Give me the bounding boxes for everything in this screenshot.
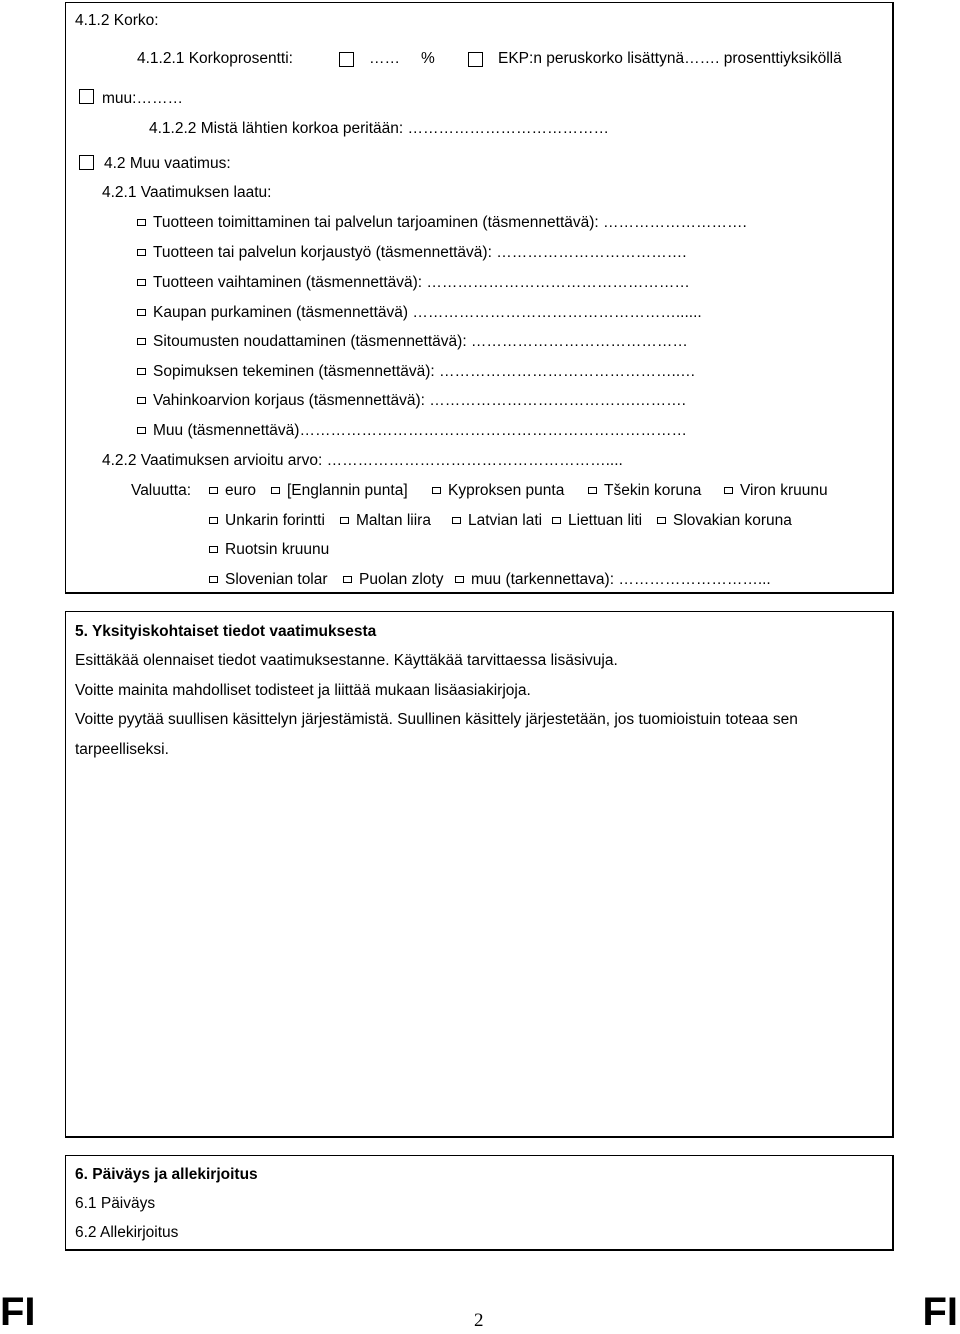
checkbox-icon [340,517,349,524]
claim-option-7[interactable] [137,391,686,411]
currency-ltl[interactable] [552,511,642,531]
currency-option-label: Maltan liira [356,512,431,529]
checkbox-icon [552,517,561,524]
currency-option-label: Puolan zloty [359,571,444,588]
heading-4-2-1: 4.2.1 Vaatimuksen laatu: [102,184,272,201]
checkbox-icon [209,517,218,524]
checkbox-icon [209,546,218,553]
checkbox-icon [455,576,464,583]
checkbox-other-claim[interactable] [79,155,94,170]
currency-label: Valuutta: [131,482,192,499]
currency-option-label: Ruotsin kruunu [225,541,330,558]
date-field-label: 6.1 Päiväys [75,1195,156,1212]
section-6-title: 6. Päiväys ja allekirjoitus [75,1166,258,1183]
checkbox-icon [137,397,146,404]
label-4-1-2-1: 4.1.2.1 Korkoprosentti: [137,50,293,67]
claim-option-3[interactable] [137,273,690,293]
section-5-instruction-3-cont: tarpeelliseksi. [75,741,169,758]
checkbox-icon [137,249,146,256]
claim-option-label: Sopimuksen tekeminen (täsmennettävä): ………………………………………..… [153,363,696,380]
checkbox-icon [137,309,146,316]
section-5-box [65,611,894,1138]
currency-option-label: Latvian lati [468,512,543,529]
other-interest-label: muu:……… [102,90,183,107]
currency-option-label: Unkarin forintti [225,512,325,529]
checkbox-icon [343,576,352,583]
footer-country-left: FI [0,1290,36,1334]
claim-option-5[interactable] [137,332,688,352]
checkbox-icon [724,487,733,494]
section-6-box [65,1155,894,1251]
label-4-1-2-2: 4.1.2.2 Mistä lähtien korkoa peritään: ………………………………… [149,120,609,137]
heading-4-2: 4.2 Muu vaatimus: [104,155,231,172]
currency-lvl[interactable] [452,511,542,531]
checkbox-interest-rate[interactable] [339,52,354,67]
currency-option-label: Liettuan liti [568,512,643,529]
section-5-title: 5. Yksityiskohtaiset tiedot vaatimuksesta [75,623,377,640]
currency-option-label: muu (tarkennettava): ………………………... [471,571,771,588]
percent-sign: % [421,50,435,67]
currency-option-label: Viron kruunu [740,482,828,499]
checkbox-icon [271,487,280,494]
signature-field-label: 6.2 Allekirjoitus [75,1224,179,1241]
section-5-instruction-1: Esittäkää olennaiset tiedot vaatimuksestanne. Käyttäkää tarvittaessa lisäsivuja. [75,652,618,669]
section-4-box [65,2,894,594]
claim-option-label: Tuotteen tai palvelun korjaustyö (täsmennettävä): ………………………………. [153,244,687,261]
checkbox-icon [209,576,218,583]
currency-other[interactable] [455,570,771,590]
claim-option-6[interactable] [137,362,696,382]
claim-option-label: Muu (täsmennettävä)………………………………………………………………… [153,422,687,439]
checkbox-icon [209,487,218,494]
currency-option-label: Kyproksen punta [448,482,565,499]
currency-czk[interactable] [588,481,701,501]
checkbox-icon [137,368,146,375]
claim-option-4[interactable] [137,303,702,323]
checkbox-icon [588,487,597,494]
claim-option-2[interactable] [137,243,687,263]
checkbox-icon [137,427,146,434]
currency-skk[interactable] [657,511,792,531]
currency-gbp[interactable] [271,481,408,501]
currency-option-label: Slovakian koruna [673,512,792,529]
currency-huf[interactable] [209,511,325,531]
checkbox-icon [137,219,146,226]
claim-option-label: Sitoumusten noudattaminen (täsmennettävä): …………………………………… [153,333,688,350]
page-number: 2 [474,1310,484,1331]
currency-option-label: [Englannin punta] [287,482,408,499]
claim-option-label: Tuotteen toimittaminen tai palvelun tarjoaminen (täsmennettävä): ………………………. [153,214,747,231]
currency-pln[interactable] [343,570,443,590]
currency-mtl[interactable] [340,511,431,531]
currency-eek[interactable] [724,481,828,501]
ecb-rate-label: EKP:n peruskorko lisättynä……. prosenttiyksiköllä [498,50,842,67]
claim-option-8[interactable] [137,421,687,441]
currency-option-label: Tšekin koruna [604,482,702,499]
section-5-instruction-2: Voitte mainita mahdolliset todisteet ja liittää mukaan lisäasiakirjoja. [75,682,531,699]
currency-cyp[interactable] [432,481,564,501]
heading-4-1-2: 4.1.2 Korko: [75,12,159,29]
currency-option-label: euro [225,482,257,499]
claim-option-1[interactable] [137,213,747,233]
currency-sek[interactable] [209,540,329,560]
heading-4-2-2: 4.2.2 Vaatimuksen arvioitu arvo: ……………………………………………….... [102,452,623,469]
interest-rate-dots: …… [369,50,400,67]
checkbox-icon [657,517,666,524]
currency-option-label: Slovenian tolar [225,571,328,588]
currency-sit[interactable] [209,570,328,590]
checkbox-icon [452,517,461,524]
checkbox-other-interest[interactable] [79,89,94,104]
footer-country-right: FI [922,1290,958,1334]
checkbox-icon [432,487,441,494]
checkbox-icon [137,338,146,345]
currency-euro[interactable] [209,481,256,501]
claim-option-label: Kaupan purkaminen (täsmennettävä) ……………………………………………...... [153,304,702,321]
checkbox-ecb-rate[interactable] [468,52,483,67]
checkbox-icon [137,279,146,286]
claim-option-label: Vahinkoarvion korjaus (täsmennettävä): ………………………………….………. [153,392,686,409]
section-5-instruction-3: Voitte pyytää suullisen käsittelyn järjestämistä. Suullinen käsittely järjestetään, jos tuomioistuin toteaa sen [75,711,798,728]
claim-option-label: Tuotteen vaihtaminen (täsmennettävä): …………………………………………… [153,274,690,291]
